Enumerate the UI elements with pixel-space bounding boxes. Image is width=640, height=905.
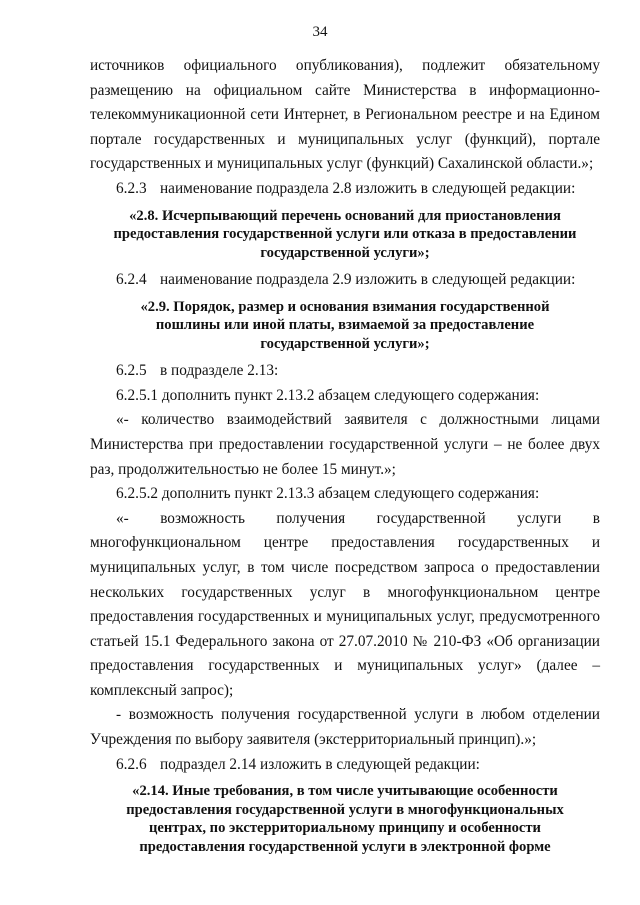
text-line: многофункциональном центре предоставления государственных и (90, 534, 600, 552)
heading-line: государственной услуги»; (260, 335, 430, 352)
text-line: муниципальных услуг, в том числе посредством запроса о предоставлении (90, 558, 600, 576)
heading-line: предоставления государственной услуги в многофункциональных (126, 801, 564, 818)
text-line: предоставления государственных и муниципальных услуг» (далее – (90, 657, 600, 675)
heading-line: центрах, по экстерриториальному принципу и особенности (149, 820, 541, 837)
heading-line: предоставления государственной услуги в электронной форме (139, 838, 551, 855)
text-line: государственных и муниципальных услуг (функций) Сахалинской области.»; (90, 155, 594, 173)
page-number: 34 (312, 24, 328, 40)
text-line: портале государственных и муниципальных услуг (функций), портале (90, 130, 600, 148)
item-6-2-3 (90, 177, 600, 202)
heading-line: «2.9. Порядок, размер и основания взимания государственной (140, 298, 550, 315)
text-line: «- количество взаимодействий заявителя с должностными лицами (116, 411, 600, 429)
heading-line: «2.8. Исчерпывающий перечень оснований для приостановления (129, 207, 561, 224)
item-6-2-5-2: 6.2.5.2 дополнить пункт 2.13.3 абзацем следующего содержания: (116, 485, 540, 503)
text-line: источников официального опубликования), подлежит обязательному (90, 57, 600, 74)
item-number: 6.2.4 (116, 271, 147, 289)
text-line: раз, продолжительностью не более 15 минут.»; (90, 460, 396, 478)
item-6-2-6 (90, 753, 600, 778)
text-line: размещению на официальном сайте Министерства в информационно- (90, 81, 600, 99)
text-line: Учреждения по выбору заявителя (экстерриториальный принцип).»; (90, 731, 537, 749)
heading-line: «2.14. Иные требования, в том числе учитывающие особенности (132, 783, 558, 800)
heading-line: государственной услуги»; (260, 244, 430, 261)
item-text: наименование подраздела 2.8 изложить в следующей редакции: (160, 179, 576, 197)
item-text: в подразделе 2.13: (160, 362, 279, 380)
heading-line: предоставления государственной услуги или отказа в предоставлении (113, 226, 577, 243)
item-number: 6.2.6 (116, 755, 147, 773)
item-text: наименование подраздела 2.9 изложить в следующей редакции: (160, 271, 576, 289)
item-6-2-5 (90, 359, 600, 384)
text-line: комплексный запрос); (90, 681, 234, 699)
heading-line: пошлины или иной платы, взимаемой за предоставление (155, 317, 535, 334)
subsection-heading-2-9 (90, 298, 600, 354)
text-line: предоставления государственных и муниципальных услуг, предусмотренного (90, 608, 600, 626)
item-number: 6.2.3 (116, 179, 147, 197)
document-body (90, 54, 600, 862)
item-number: 6.2.5 (116, 362, 147, 380)
subsection-heading-2-8 (90, 207, 600, 263)
item-text: подраздел 2.14 изложить в следующей редакции: (160, 755, 480, 773)
text-line: нескольких государственных услуг в многофункциональном центре (90, 583, 600, 601)
text-line: - возможность получения государственной услуги в любом отделении (116, 706, 600, 724)
text-line: Министерства при предоставлении государственной услуги – не более двух (90, 435, 600, 453)
item-6-2-4 (90, 268, 600, 293)
subsection-heading-2-14 (90, 782, 600, 856)
text-line: статьей 15.1 Федерального закона от 27.07.2010 № 210-ФЗ «Об организации (90, 632, 600, 650)
text-line: «- возможность получения государственной услуги в (116, 509, 600, 527)
text-line: телекоммуникационной сети Интернет, в Региональном реестре и на Едином (90, 106, 600, 124)
item-6-2-5-1: 6.2.5.1 дополнить пункт 2.13.2 абзацем следующего содержания: (116, 386, 540, 404)
